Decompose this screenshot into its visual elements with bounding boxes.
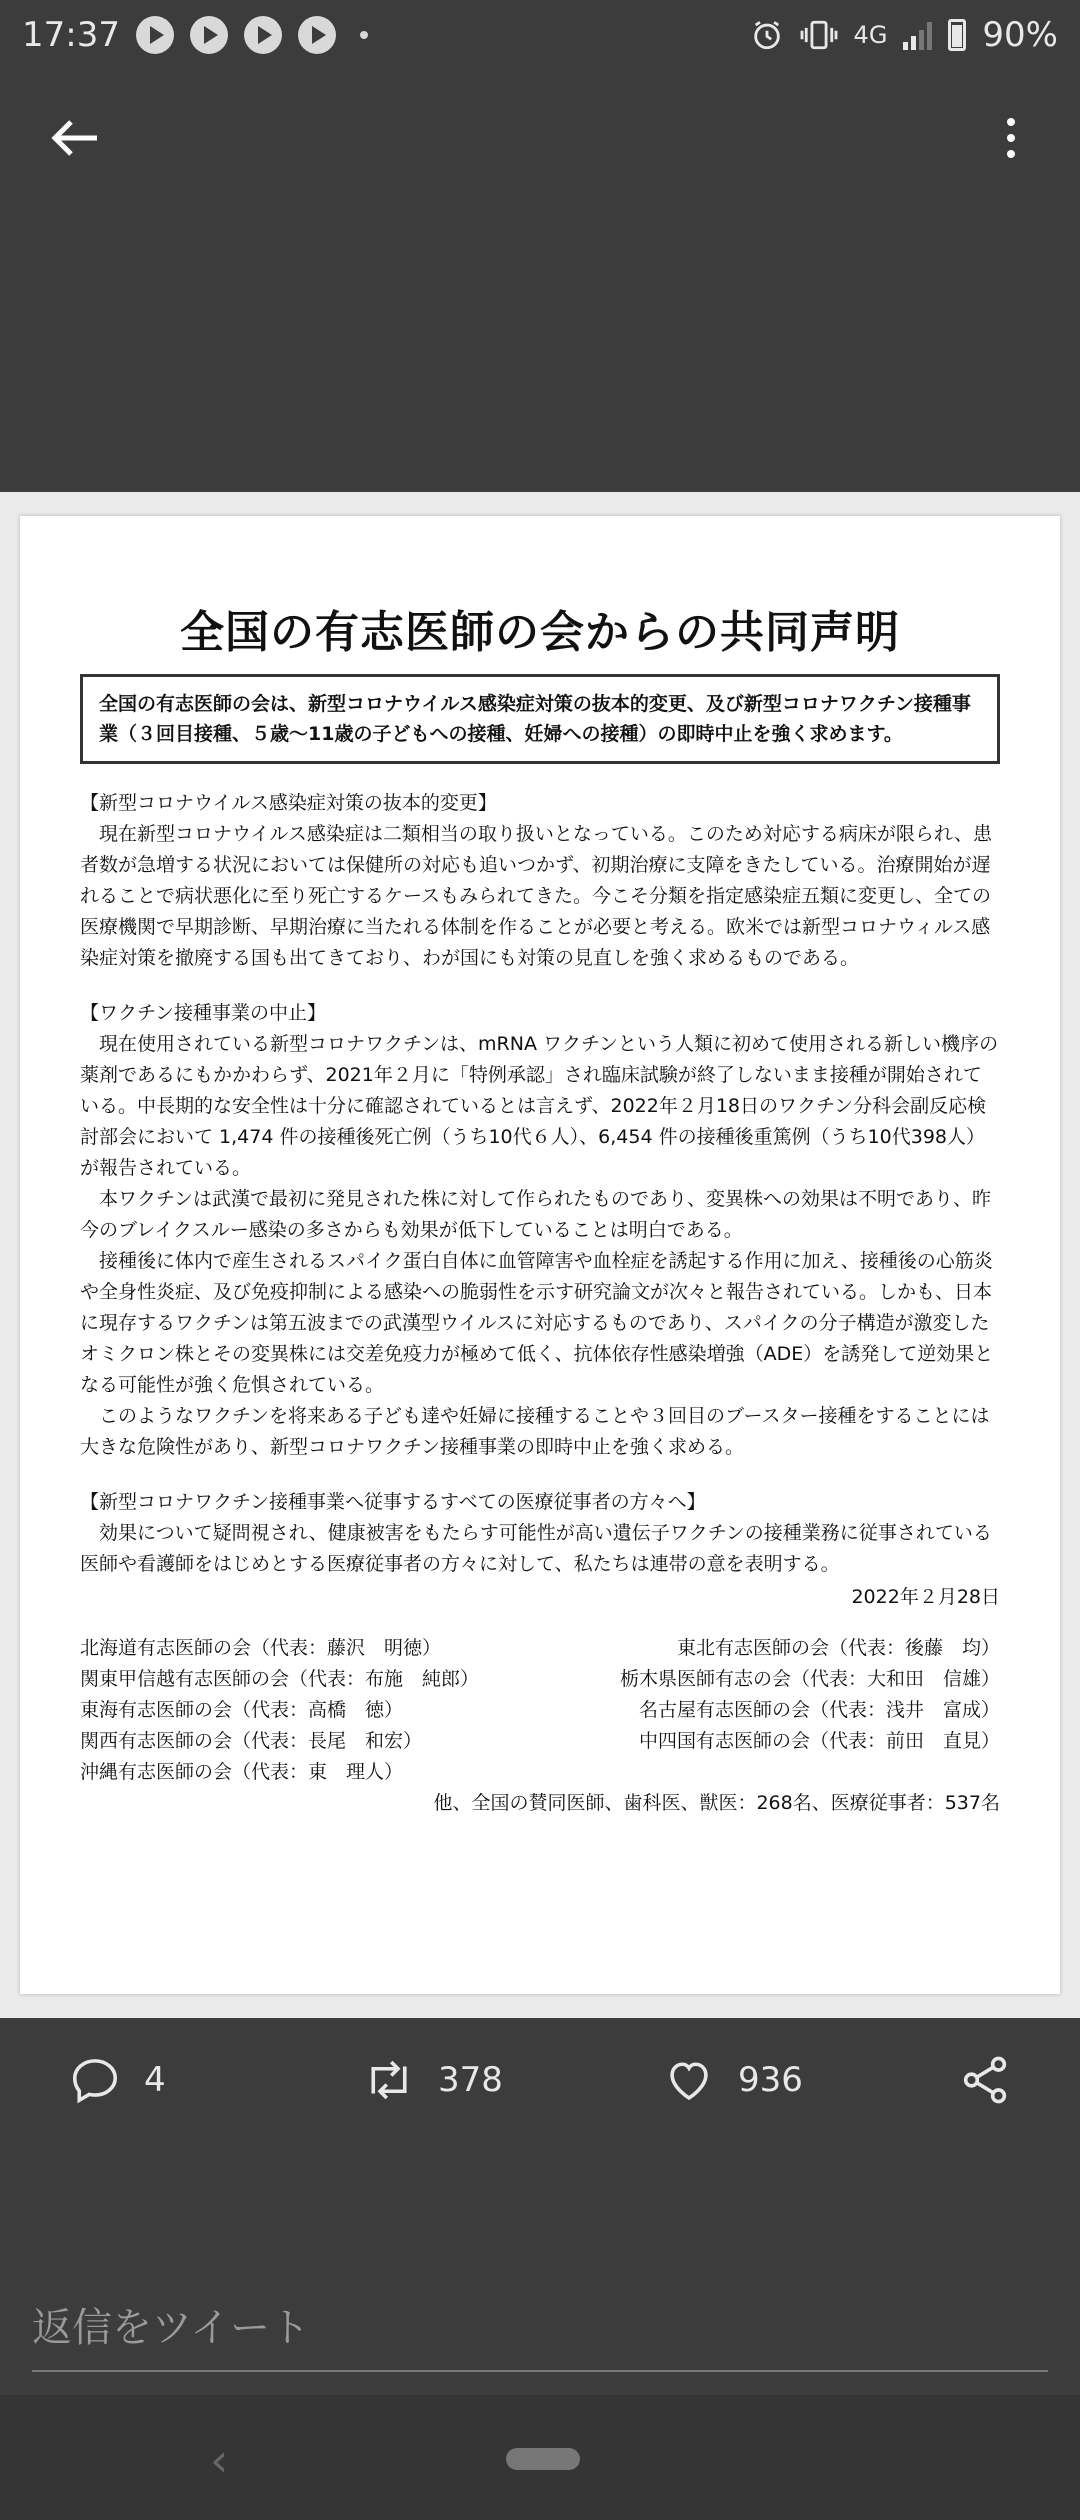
document-title: 全国の有志医師の会からの共同声明 [180, 607, 900, 658]
back-arrow-icon[interactable] [44, 108, 104, 168]
back-arrow-svg [49, 118, 99, 158]
network-type: 4G [853, 21, 888, 49]
section-paragraph: 効果について疑問視され、健康被害をもたらす可能性が高い遺伝子ワクチンの接種業務に従事されている医師や看護師をはじめとする医療従事者の方々に対して、私たちは連帯の意を表明する。 [80, 1522, 992, 1575]
status-right [750, 15, 1058, 55]
reply-button[interactable] [68, 2050, 166, 2110]
org-name: 東海有志医師の会（代表：高橋 徳） [80, 1699, 404, 1721]
section-paragraph: 現在使用されている新型コロナワクチンは、mRNA ワクチンという人類に初めて使用される新しい機序の薬剤であるにもかかわらず、2021年２月に「特例承認」され臨床試験が終了しないまま接種が開始されている。中長期的な安全性は十分に確認されているとは言えず、2022年２月18日のワクチン分科会副反応検討部会において 1,474 件の接種後死亡例（うち10代６人）、6,454 件の接種後重篤例（うち10代398人）が報告されている。 [80, 1033, 999, 1179]
organization-list [80, 1633, 1000, 1788]
statement-document [20, 516, 1060, 1994]
supporters-count: 他、全国の賛同医師、歯科医、獣医：268名、医療従事者：537名 [433, 1792, 1000, 1814]
more-dot [1007, 134, 1015, 142]
more-dot [1007, 118, 1015, 126]
battery-level: 90% [982, 15, 1058, 55]
org-name: 北海道有志医師の会（代表：藤沢 明徳） [80, 1637, 442, 1659]
org-row [80, 1664, 1000, 1695]
section-heading: 【新型コロナワクチン接種事業へ従事するすべての医療従事者の方々へ】 [80, 1491, 706, 1513]
reply-count: 4 [144, 2060, 166, 2100]
more-options-icon[interactable] [996, 108, 1026, 168]
section-medical-workers [80, 1487, 1000, 1580]
section-measures [80, 788, 1000, 974]
play-icon [190, 16, 228, 54]
vibrate-icon [800, 18, 838, 52]
nav-back-icon[interactable]: ‹ [210, 2433, 229, 2487]
share-icon [958, 2053, 1012, 2107]
document-date: 2022年２月28日 [851, 1586, 1000, 1608]
battery-icon [948, 19, 966, 51]
like-count: 936 [738, 2060, 803, 2100]
share-button[interactable] [958, 2050, 1012, 2110]
section-paragraph: このようなワクチンを将来ある子ども達や妊婦に接種することや３回目のブースター接種をすることには大きな危険性があり、新型コロナワクチン接種事業の即時中止を強く求める。 [80, 1405, 990, 1458]
reply-divider [32, 2370, 1048, 2372]
play-icon [136, 16, 174, 54]
org-row [80, 1726, 1000, 1757]
org-name: 中四国有志医師の会（代表：前田 直見） [638, 1730, 1000, 1752]
org-name: 名古屋有志医師の会（代表：浅井 富成） [638, 1699, 1000, 1721]
org-row [80, 1757, 1000, 1788]
clock: 17:37 [22, 15, 120, 55]
section-paragraph: 接種後に体内で産生されるスパイク蛋白自体に血管障害や血栓症を誘起する作用に加え、接種後の心筋炎や全身性炎症、及び免疫抑制による感染への脆弱性を示す研究論文が次々と報告されている。しかも、日本に現存するワクチンは第五波までの武漢型ウイルスに対応するものであり、スパイクの分子構造が激変したオミクロン株とその変異株には交差免疫力が極めて低く、抗体依存性感染増強（ADE）を誘発して逆効果となる可能性が強く危惧されている。 [80, 1250, 994, 1396]
section-heading: 【ワクチン接種事業の中止】 [80, 1002, 327, 1024]
document-summary: 全国の有志医師の会は、新型コロナウイルス感染症対策の抜本的変更、及び新型コロナワクチン接種事業（３回目接種、５歳～11歳の子どもへの接種、妊婦への接種）の即時中止を強く求めます。 [80, 674, 1000, 764]
tweet-actions [0, 2040, 1080, 2120]
org-row [80, 1695, 1000, 1726]
section-vaccine-stop [80, 998, 1000, 1463]
reply-input[interactable]: 返信をツイート [32, 2305, 310, 2351]
play-icon [298, 16, 336, 54]
org-name: 栃木県医師有志の会（代表：大和田 信雄） [619, 1668, 1000, 1690]
org-name: 東北有志医師の会（代表：後藤 均） [676, 1637, 1000, 1659]
signal-icon [903, 20, 932, 50]
play-icon [244, 16, 282, 54]
status-left [22, 15, 368, 55]
section-heading: 【新型コロナウイルス感染症対策の抜本的変更】 [80, 792, 497, 814]
system-nav-bar [0, 2395, 1080, 2520]
retweet-button[interactable] [362, 2050, 503, 2110]
retweet-count: 378 [438, 2060, 503, 2100]
reply-icon [68, 2053, 122, 2107]
tweet-image[interactable] [0, 492, 1080, 2018]
org-name: 関東甲信越有志医師の会（代表：布施 純郎） [80, 1668, 480, 1690]
section-paragraph: 現在新型コロナウイルス感染症は二類相当の取り扱いとなっている。このため対応する病床が限られ、患者数が急増する状況においては保健所の対応も追いつかず、初期治療に支障をきたしている。治療開始が遅れることで病状悪化に至り死亡するケースもみられてきた。今こそ分類を指定感染症五類に変更し、全ての医療機関で早期診断、早期治療に当たれる体制を作ることが必要と考える。欧米では新型コロナウィルス感染症対策を撤廃する国も出てきており、わが国にも対策の見直しを強く求めるものである。 [80, 823, 993, 969]
retweet-icon [362, 2053, 416, 2107]
like-button[interactable] [662, 2050, 803, 2110]
more-dot [1007, 150, 1015, 158]
org-row [80, 1633, 1000, 1664]
status-bar [0, 0, 1080, 70]
alarm-icon [750, 18, 784, 52]
notification-dot-icon [360, 31, 368, 39]
org-name: 沖縄有志医師の会（代表：東 理人） [80, 1761, 404, 1783]
nav-home-pill[interactable] [506, 2448, 580, 2470]
section-paragraph: 本ワクチンは武漢で最初に発見された株に対して作られたものであり、変異株への効果は不明であり、昨今のブレイクスルー感染の多さからも効果が低下していることは明白である。 [80, 1188, 992, 1241]
heart-icon [662, 2053, 716, 2107]
org-name: 関西有志医師の会（代表：長尾 和宏） [80, 1730, 423, 1752]
